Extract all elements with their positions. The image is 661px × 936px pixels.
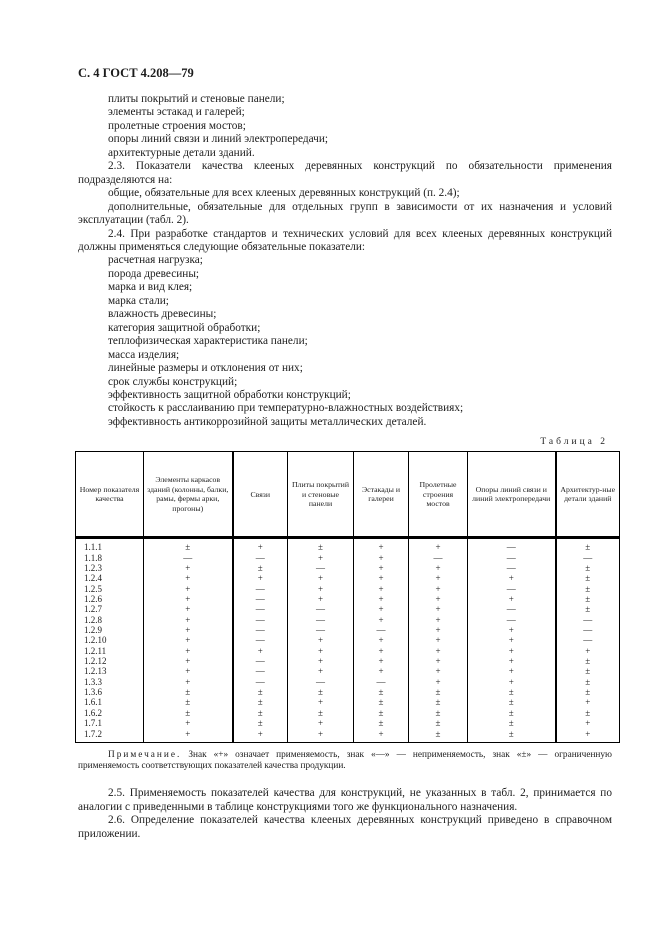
applicability-cell: — — [556, 615, 620, 625]
column-header: Элементы каркасов зданий (колонны, балки, рамы, фермы арки, прогоны) — [144, 452, 233, 538]
applicability-cell: ± — [556, 656, 620, 666]
applicability-cell: + — [288, 718, 354, 728]
text-line: эффективность защитной обработки конструкций; — [108, 388, 351, 401]
indicator-number-cell: 1.7.2 — [76, 729, 144, 743]
applicability-cell: + — [288, 729, 354, 743]
applicability-cell: + — [354, 666, 409, 676]
table-row — [76, 604, 620, 614]
applicability-cell: ± — [354, 718, 409, 728]
table-row — [76, 625, 620, 635]
applicability-cell: + — [144, 666, 233, 676]
applicability-cell: + — [288, 656, 354, 666]
column-header: Номер показателя качества — [76, 452, 144, 538]
applicability-cell: ± — [409, 729, 468, 743]
column-header: Эстакады и галереи — [354, 452, 409, 538]
applicability-cell: — — [144, 553, 233, 563]
intro-text — [78, 93, 612, 429]
applicability-cell: + — [144, 718, 233, 728]
applicability-cell: ± — [556, 538, 620, 553]
applicability-cell: + — [144, 677, 233, 687]
table-row — [76, 553, 620, 563]
applicability-cell: + — [556, 646, 620, 656]
indicator-number-cell: 1.2.13 — [76, 666, 144, 676]
applicability-cell: + — [144, 584, 233, 594]
indicator-number-cell: 1.2.9 — [76, 625, 144, 635]
table-row — [76, 687, 620, 697]
indicator-number-cell: 1.2.5 — [76, 584, 144, 594]
text-line: марка и вид клея; — [108, 281, 193, 294]
column-header: Плиты покрытий и стеновые панели — [288, 452, 354, 538]
column-header: Связи — [233, 452, 288, 538]
applicability-cell: ± — [233, 718, 288, 728]
applicability-cell: — — [233, 625, 288, 635]
applicability-cell: + — [354, 656, 409, 666]
applicability-cell: + — [409, 584, 468, 594]
applicability-cell: + — [409, 573, 468, 583]
applicability-cell: — — [468, 553, 556, 563]
applicability-cell: + — [288, 553, 354, 563]
applicability-cell: + — [409, 677, 468, 687]
text-line: порода древесины; — [108, 267, 200, 280]
applicability-cell: + — [409, 594, 468, 604]
table-row — [76, 708, 620, 718]
applicability-cell: ± — [556, 677, 620, 687]
closing-paragraph: 2.6. Определение показателей качества клееных деревянных конструкций приведено в справочном приложении. — [78, 814, 612, 840]
applicability-cell: ± — [288, 687, 354, 697]
indicator-number-cell: 1.2.4 — [76, 573, 144, 583]
indicator-number-cell: 1.2.12 — [76, 656, 144, 666]
column-header: Опоры линий связи и линий электропередачи — [468, 452, 556, 538]
closing-text — [78, 787, 612, 841]
applicability-cell: + — [468, 666, 556, 676]
applicability-cell: ± — [556, 584, 620, 594]
table-row — [76, 615, 620, 625]
applicability-cell: ± — [409, 718, 468, 728]
applicability-cell: ± — [144, 708, 233, 718]
applicability-cell: ± — [233, 563, 288, 573]
applicability-cell: — — [233, 553, 288, 563]
applicability-cell: + — [288, 697, 354, 707]
indicator-number-cell: 1.2.3 — [76, 563, 144, 573]
applicability-cell: + — [144, 594, 233, 604]
table-row — [76, 646, 620, 656]
applicability-cell: + — [144, 646, 233, 656]
text-line: плиты покрытий и стеновые панели; — [108, 93, 285, 105]
applicability-cell: + — [144, 729, 233, 743]
text-line: эффективность антикоррозийной защиты металлических деталей. — [108, 415, 427, 428]
applicability-cell: + — [288, 584, 354, 594]
text-line: масса изделия; — [108, 348, 180, 361]
applicability-cell: + — [409, 604, 468, 614]
table-row — [76, 635, 620, 645]
applicability-cell: + — [144, 625, 233, 635]
applicability-cell: + — [354, 635, 409, 645]
indicator-number-cell: 1.2.7 — [76, 604, 144, 614]
applicability-cell: + — [144, 615, 233, 625]
text-line: дополнительные, обязательные для отдельных групп в зависимости от их назначения и условий эксплуатации (табл. 2). — [78, 200, 612, 227]
applicability-cell: — — [556, 625, 620, 635]
applicability-cell: + — [468, 594, 556, 604]
text-line: 2.4. При разработке стандартов и технических условий для всех клееных деревянных конструкций должны применяться следующие обязательные показатели: — [78, 227, 612, 253]
page-header: С. 4 ГОСТ 4.208—79 — [78, 66, 194, 80]
applicability-cell: — — [354, 677, 409, 687]
text-line: категория защитной обработки; — [108, 321, 261, 334]
indicator-number-cell: 1.2.11 — [76, 646, 144, 656]
text-line: 2.3. Показатели качества клееных деревянных конструкций по обязательности применения подразделяются на: — [78, 160, 612, 186]
applicability-cell: ± — [144, 687, 233, 697]
text-line: архитектурные детали зданий. — [108, 146, 255, 159]
applicability-cell: + — [354, 563, 409, 573]
applicability-cell: + — [354, 553, 409, 563]
applicability-cell: + — [354, 615, 409, 625]
applicability-cell: + — [468, 635, 556, 645]
applicability-cell: + — [144, 635, 233, 645]
table-body — [76, 538, 620, 743]
indicator-number-cell: 1.7.1 — [76, 718, 144, 728]
text-line: стойкость к расслаиванию при температурно-влажностных воздействиях; — [108, 402, 464, 415]
applicability-cell: — — [468, 584, 556, 594]
table-row — [76, 666, 620, 676]
text-line: марка стали; — [108, 294, 169, 307]
applicability-cell: — — [468, 538, 556, 553]
indicator-number-cell: 1.6.2 — [76, 708, 144, 718]
applicability-cell: — — [556, 635, 620, 645]
applicability-cell: + — [409, 563, 468, 573]
applicability-cell: ± — [468, 687, 556, 697]
applicability-cell: ± — [354, 697, 409, 707]
applicability-cell: ± — [468, 729, 556, 743]
applicability-cell: — — [468, 604, 556, 614]
applicability-cell: ± — [556, 563, 620, 573]
note-label: Примечание. — [108, 749, 182, 760]
applicability-cell: + — [233, 538, 288, 553]
applicability-cell: + — [354, 646, 409, 656]
applicability-cell: + — [468, 646, 556, 656]
applicability-cell: + — [288, 646, 354, 656]
applicability-cell: — — [233, 584, 288, 594]
applicability-cell: — — [233, 615, 288, 625]
applicability-cell: + — [409, 666, 468, 676]
applicability-cell: — — [288, 677, 354, 687]
applicability-cell: + — [556, 729, 620, 743]
applicability-cell: — — [233, 635, 288, 645]
text-line: теплофизическая характеристика панели; — [108, 335, 308, 348]
applicability-cell: — — [233, 666, 288, 676]
text-line: линейные размеры и отклонения от них; — [108, 362, 303, 375]
applicability-cell: ± — [233, 697, 288, 707]
indicator-number-cell: 1.1.1 — [76, 538, 144, 553]
table-row — [76, 677, 620, 687]
indicator-number-cell: 1.2.6 — [76, 594, 144, 604]
applicability-cell: ± — [144, 538, 233, 553]
table-row — [76, 594, 620, 604]
applicability-cell: ± — [468, 718, 556, 728]
applicability-cell: ± — [144, 697, 233, 707]
applicability-cell: + — [354, 594, 409, 604]
applicability-cell: ± — [409, 708, 468, 718]
text-line: пролетные строения мостов; — [108, 119, 246, 132]
table-header — [76, 452, 620, 538]
applicability-cell: + — [468, 625, 556, 635]
applicability-cell: ± — [556, 708, 620, 718]
applicability-cell: — — [468, 563, 556, 573]
applicability-cell: + — [144, 656, 233, 666]
applicability-cell: ± — [288, 538, 354, 553]
applicability-cell: + — [288, 666, 354, 676]
indicator-number-cell: 1.2.10 — [76, 635, 144, 645]
applicability-cell: ± — [354, 687, 409, 697]
applicability-cell: + — [233, 729, 288, 743]
applicability-cell: + — [556, 718, 620, 728]
applicability-cell: ± — [233, 708, 288, 718]
applicability-cell: + — [409, 646, 468, 656]
applicability-cell: — — [233, 594, 288, 604]
applicability-cell: + — [233, 646, 288, 656]
applicability-cell: — — [288, 563, 354, 573]
table-row — [76, 697, 620, 707]
applicability-cell: ± — [556, 604, 620, 614]
applicability-cell: ± — [468, 708, 556, 718]
table-row — [76, 718, 620, 728]
applicability-cell: + — [409, 656, 468, 666]
applicability-cell: — — [468, 615, 556, 625]
applicability-cell: + — [288, 635, 354, 645]
applicability-cell: + — [468, 656, 556, 666]
note-text: Знак «+» означает применяемость, знак «—» — неприменяемость, знак «±» — ограниченную применяемость соответствующих показателей качества продукции. — [78, 749, 612, 772]
table-row — [76, 584, 620, 594]
applicability-cell: + — [144, 604, 233, 614]
applicability-cell: — — [233, 604, 288, 614]
applicability-cell: + — [468, 677, 556, 687]
text-line: опоры линий связи и линий электропередачи; — [108, 133, 329, 146]
applicability-cell: + — [354, 573, 409, 583]
applicability-cell: + — [409, 635, 468, 645]
text-line: срок службы конструкций; — [108, 375, 238, 388]
indicator-number-cell: 1.3.6 — [76, 687, 144, 697]
table-header-row — [76, 452, 620, 538]
table-row — [76, 656, 620, 666]
table-row — [76, 729, 620, 743]
applicability-cell: — — [556, 553, 620, 563]
applicability-cell: ± — [556, 687, 620, 697]
applicability-cell: + — [354, 729, 409, 743]
applicability-cell: + — [144, 573, 233, 583]
applicability-cell: ± — [409, 687, 468, 697]
applicability-cell: ± — [288, 708, 354, 718]
applicability-cell: + — [409, 538, 468, 553]
text-line: влажность древесины; — [108, 308, 217, 321]
applicability-cell: + — [288, 573, 354, 583]
applicability-cell: — — [354, 625, 409, 635]
applicability-cell: — — [288, 604, 354, 614]
applicability-cell: + — [144, 563, 233, 573]
applicability-cell: — — [233, 677, 288, 687]
applicability-cell: + — [233, 573, 288, 583]
applicability-cell: + — [556, 697, 620, 707]
quality-indicators-table — [75, 451, 620, 743]
applicability-cell: ± — [409, 697, 468, 707]
applicability-cell: ± — [556, 573, 620, 583]
applicability-cell: — — [288, 615, 354, 625]
applicability-cell: — — [409, 553, 468, 563]
table-row — [76, 573, 620, 583]
applicability-cell: ± — [556, 666, 620, 676]
applicability-cell: — — [233, 656, 288, 666]
indicator-number-cell: 1.1.8 — [76, 553, 144, 563]
text-line: общие, обязательные для всех клееных деревянных конструкций (п. 2.4); — [108, 187, 460, 200]
applicability-cell: + — [409, 615, 468, 625]
applicability-cell: ± — [354, 708, 409, 718]
table-note — [78, 750, 612, 773]
applicability-cell: ± — [233, 687, 288, 697]
text-line: элементы эстакад и галерей; — [108, 106, 245, 119]
table-row — [76, 563, 620, 573]
applicability-cell: ± — [556, 594, 620, 604]
applicability-cell: ± — [468, 697, 556, 707]
indicator-number-cell: 1.6.1 — [76, 697, 144, 707]
text-line: расчетная нагрузка; — [108, 254, 203, 267]
applicability-cell: + — [354, 538, 409, 553]
applicability-cell: + — [354, 584, 409, 594]
applicability-cell: — — [288, 625, 354, 635]
applicability-cell: + — [288, 594, 354, 604]
applicability-cell: + — [468, 573, 556, 583]
indicator-number-cell: 1.3.3 — [76, 677, 144, 687]
closing-paragraph: 2.5. Применяемость показателей качества для конструкций, не указанных в табл. 2, принимается по аналогии с приведенными в таблице конструкциями того же функционального назначения. — [78, 787, 612, 813]
column-header: Пролетные строения мостов — [409, 452, 468, 538]
indicator-number-cell: 1.2.8 — [76, 615, 144, 625]
table-row — [76, 538, 620, 553]
applicability-cell: + — [409, 625, 468, 635]
table-caption: Таблица 2 — [540, 437, 608, 448]
column-header: Архитектур-ные детали зданий — [556, 452, 620, 538]
applicability-cell: + — [354, 604, 409, 614]
